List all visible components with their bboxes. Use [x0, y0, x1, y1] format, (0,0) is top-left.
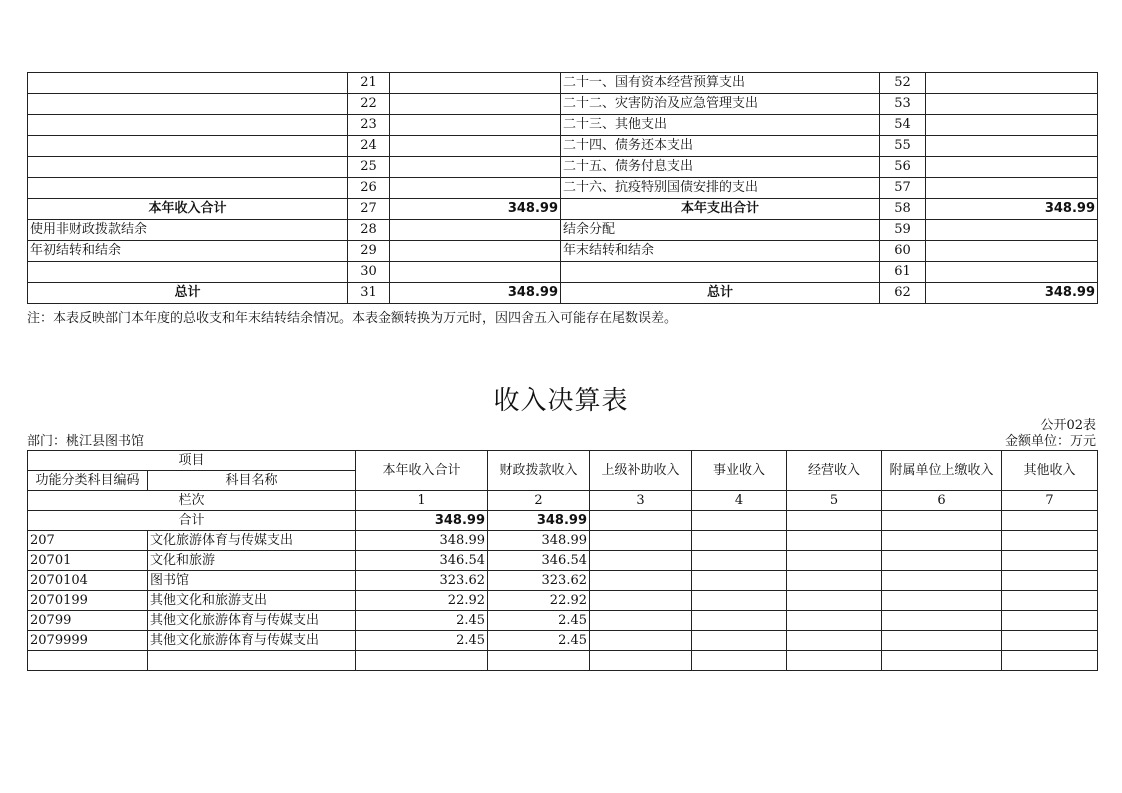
left-line-number: 22: [348, 94, 390, 115]
column-header: 经营收入: [787, 451, 882, 491]
column-number: 4: [692, 491, 787, 511]
right-amount: 348.99: [926, 283, 1098, 304]
table-row: [28, 199, 1098, 220]
table-row: [28, 136, 1098, 157]
amount-cell: [692, 551, 787, 571]
amount-cell: [590, 571, 692, 591]
table-row: [28, 220, 1098, 241]
right-line-number: 62: [880, 283, 926, 304]
amount-cell: [590, 551, 692, 571]
right-line-number: 58: [880, 199, 926, 220]
table-row: [28, 94, 1098, 115]
left-amount: [390, 94, 561, 115]
left-line-number: 30: [348, 262, 390, 283]
column-number-row: [28, 491, 1098, 511]
total-value: [882, 511, 1002, 531]
left-line-number: 28: [348, 220, 390, 241]
amount-cell: [882, 631, 1002, 651]
left-line-number: 27: [348, 199, 390, 220]
form-number: 公开02表: [1040, 418, 1096, 433]
column-number-label: 栏次: [28, 491, 356, 511]
amount-cell: [590, 591, 692, 611]
amount-cell: [488, 651, 590, 671]
left-item: [28, 73, 348, 94]
subject-name: 其他文化旅游体育与传媒支出: [148, 611, 356, 631]
left-line-number: 26: [348, 178, 390, 199]
column-header: 上级补助收入: [590, 451, 692, 491]
amount-cell: 2.45: [488, 611, 590, 631]
right-amount: [926, 220, 1098, 241]
right-item: 本年支出合计: [561, 199, 880, 220]
right-line-number: 56: [880, 157, 926, 178]
column-header: 事业收入: [692, 451, 787, 491]
amount-cell: [787, 571, 882, 591]
table-row: [28, 157, 1098, 178]
right-amount: [926, 262, 1098, 283]
amount-cell: 22.92: [356, 591, 488, 611]
subject-code: 2079999: [28, 631, 148, 651]
right-item: 结余分配: [561, 220, 880, 241]
right-item: 二十四、债务还本支出: [561, 136, 880, 157]
amount-cell: 2.45: [356, 611, 488, 631]
table-row: [28, 591, 1098, 611]
left-amount: [390, 73, 561, 94]
amount-cell: 2.45: [356, 631, 488, 651]
right-item: [561, 262, 880, 283]
amount-cell: [590, 631, 692, 651]
amount-cell: [590, 531, 692, 551]
page-title: 收入决算表: [493, 386, 629, 416]
right-line-number: 55: [880, 136, 926, 157]
unit-label: 金额单位：万元: [1004, 434, 1096, 449]
table-row: [28, 262, 1098, 283]
amount-cell: [692, 531, 787, 551]
right-line-number: 60: [880, 241, 926, 262]
amount-cell: [692, 611, 787, 631]
column-header: 本年收入合计: [356, 451, 488, 491]
right-amount: [926, 94, 1098, 115]
header-name: 科目名称: [148, 471, 356, 491]
left-item: 本年收入合计: [28, 199, 348, 220]
amount-cell: [787, 531, 882, 551]
amount-cell: 2.45: [488, 631, 590, 651]
table-row: [28, 571, 1098, 591]
table-row: [28, 611, 1098, 631]
right-line-number: 54: [880, 115, 926, 136]
total-value: [590, 511, 692, 531]
table-row: [28, 551, 1098, 571]
subject-code: 207: [28, 531, 148, 551]
left-line-number: 21: [348, 73, 390, 94]
subject-name: 图书馆: [148, 571, 356, 591]
total-value: 348.99: [488, 511, 590, 531]
header-code: 功能分类科目编码: [28, 471, 148, 491]
amount-cell: 346.54: [488, 551, 590, 571]
amount-cell: [1002, 651, 1098, 671]
amount-cell: 348.99: [356, 531, 488, 551]
amount-cell: [787, 591, 882, 611]
right-amount: [926, 136, 1098, 157]
left-line-number: 29: [348, 241, 390, 262]
left-item: 年初结转和结余: [28, 241, 348, 262]
left-line-number: 23: [348, 115, 390, 136]
column-header: 其他收入: [1002, 451, 1098, 491]
right-line-number: 53: [880, 94, 926, 115]
subject-code: 20799: [28, 611, 148, 631]
amount-cell: [1002, 551, 1098, 571]
amount-cell: [1002, 591, 1098, 611]
column-number: 5: [787, 491, 882, 511]
amount-cell: 323.62: [488, 571, 590, 591]
left-amount: [390, 241, 561, 262]
right-line-number: 52: [880, 73, 926, 94]
right-item: 二十三、其他支出: [561, 115, 880, 136]
amount-cell: [590, 651, 692, 671]
right-item: 二十一、国有资本经营预算支出: [561, 73, 880, 94]
column-number: 3: [590, 491, 692, 511]
amount-cell: [882, 551, 1002, 571]
table-row: [28, 631, 1098, 651]
subject-code: [28, 651, 148, 671]
right-item: 年末结转和结余: [561, 241, 880, 262]
amount-cell: 348.99: [488, 531, 590, 551]
summary-table: [27, 72, 1098, 304]
table-row: [28, 283, 1098, 304]
subject-name: [148, 651, 356, 671]
table-note: 注：本表反映部门本年度的总收支和年末结转结余情况。本表金额转换为万元时，因四舍五入可能存在尾数误差。: [27, 311, 678, 326]
left-item: [28, 136, 348, 157]
income-table: [27, 450, 1098, 671]
left-line-number: 31: [348, 283, 390, 304]
right-amount: [926, 73, 1098, 94]
right-amount: [926, 157, 1098, 178]
left-item: 总计: [28, 283, 348, 304]
right-item: 总计: [561, 283, 880, 304]
left-amount: [390, 178, 561, 199]
right-amount: 348.99: [926, 199, 1098, 220]
subject-name: 文化旅游体育与传媒支出: [148, 531, 356, 551]
amount-cell: [787, 651, 882, 671]
column-number: 2: [488, 491, 590, 511]
amount-cell: [1002, 531, 1098, 551]
column-number: 6: [882, 491, 1002, 511]
subject-code: 2070199: [28, 591, 148, 611]
amount-cell: [1002, 611, 1098, 631]
left-line-number: 24: [348, 136, 390, 157]
column-header: 财政拨款收入: [488, 451, 590, 491]
right-amount: [926, 241, 1098, 262]
right-item: 二十六、抗疫特别国债安排的支出: [561, 178, 880, 199]
subject-code: 20701: [28, 551, 148, 571]
amount-cell: [692, 631, 787, 651]
left-item: [28, 178, 348, 199]
subject-name: 文化和旅游: [148, 551, 356, 571]
amount-cell: 346.54: [356, 551, 488, 571]
amount-cell: [356, 651, 488, 671]
amount-cell: [692, 591, 787, 611]
right-line-number: 59: [880, 220, 926, 241]
total-value: [1002, 511, 1098, 531]
left-item: [28, 94, 348, 115]
table-row: [28, 115, 1098, 136]
right-amount: [926, 115, 1098, 136]
left-item: [28, 115, 348, 136]
column-header: 附属单位上缴收入: [882, 451, 1002, 491]
header-row: [28, 451, 1098, 471]
left-amount: [390, 115, 561, 136]
left-item: 使用非财政拨款结余: [28, 220, 348, 241]
column-number: 1: [356, 491, 488, 511]
left-item: [28, 262, 348, 283]
total-value: [692, 511, 787, 531]
amount-cell: [787, 551, 882, 571]
table-row: [28, 531, 1098, 551]
right-item: 二十五、债务付息支出: [561, 157, 880, 178]
left-amount: 348.99: [390, 283, 561, 304]
subject-name: 其他文化和旅游支出: [148, 591, 356, 611]
amount-cell: [590, 611, 692, 631]
total-value: 348.99: [356, 511, 488, 531]
amount-cell: [787, 611, 882, 631]
amount-cell: [1002, 571, 1098, 591]
left-item: [28, 157, 348, 178]
left-line-number: 25: [348, 157, 390, 178]
amount-cell: [692, 571, 787, 591]
left-amount: [390, 262, 561, 283]
table-row: [28, 651, 1098, 671]
amount-cell: [787, 631, 882, 651]
right-line-number: 57: [880, 178, 926, 199]
total-label: 合计: [28, 511, 356, 531]
column-number: 7: [1002, 491, 1098, 511]
left-amount: [390, 157, 561, 178]
table-row: [28, 73, 1098, 94]
amount-cell: [882, 651, 1002, 671]
amount-cell: 22.92: [488, 591, 590, 611]
left-amount: [390, 220, 561, 241]
right-line-number: 61: [880, 262, 926, 283]
total-row: [28, 511, 1098, 531]
total-value: [787, 511, 882, 531]
left-amount: 348.99: [390, 199, 561, 220]
amount-cell: [882, 531, 1002, 551]
amount-cell: [692, 651, 787, 671]
right-item: 二十二、灾害防治及应急管理支出: [561, 94, 880, 115]
amount-cell: [882, 611, 1002, 631]
amount-cell: 323.62: [356, 571, 488, 591]
subject-name: 其他文化旅游体育与传媒支出: [148, 631, 356, 651]
header-item: 项目: [28, 451, 356, 471]
left-amount: [390, 136, 561, 157]
table-row: [28, 178, 1098, 199]
subject-code: 2070104: [28, 571, 148, 591]
department-label: 部门：桃江县图书馆: [27, 434, 145, 449]
right-amount: [926, 178, 1098, 199]
amount-cell: [1002, 631, 1098, 651]
amount-cell: [882, 591, 1002, 611]
amount-cell: [882, 571, 1002, 591]
table-row: [28, 241, 1098, 262]
